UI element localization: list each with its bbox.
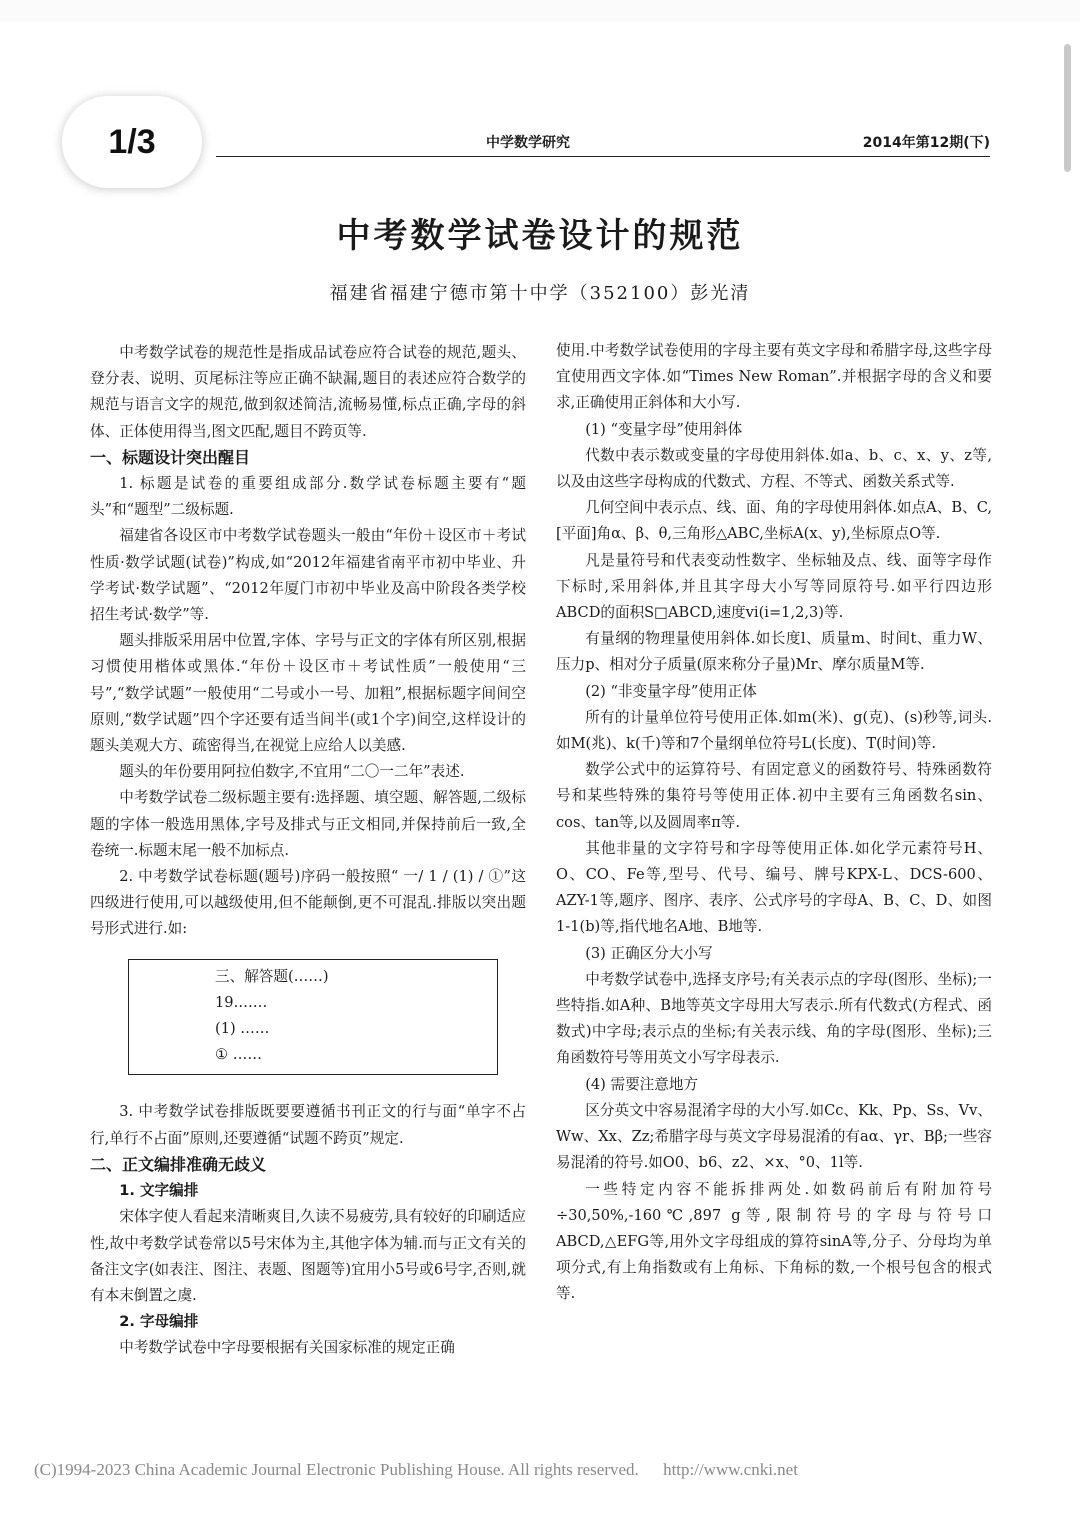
right-column [556, 338, 992, 1308]
paragraph: 中考数学试卷二级标题主要有:选择题、填空题、解答题,二级标题的字体一般选用黑体,字号及排式与正文相同,并保持前后一致,全卷统一.标题末尾一般不加标点. [90, 789, 526, 859]
example-line: 19.…… [215, 993, 268, 1011]
left-column [90, 340, 526, 1362]
copyright-text: (C)1994-2023 China Academic Journal Electronic Publishing House. All rights reserved. [34, 1460, 639, 1479]
paragraph: 3. 中考数学试卷排版既要要遵循书刊正文的行与面“单字不占行,单行不占面”原则,还要遵循“试题不跨页”规定. [90, 1103, 526, 1147]
issue-info: 2014年第12期(下) [862, 135, 990, 151]
author-line: 福建省福建宁德市第十中学（352100）彭光清 [329, 283, 751, 304]
paragraph: 使用.中考数学试卷使用的字母主要有英文字母和希腊字母,这些字母宜使用西文字体.如“Times New Roman”.并根据字母的含义和要求,正确使用正斜体和大小写. [556, 342, 992, 412]
paragraph: 区分英文中容易混淆字母的大小写.如Cc、Kk、Pp、Ss、Vv、Ww、Xx、Zz;希腊字母与英文字母易混淆的有aα、γr、Bβ;一些容易混淆的符号.如O0、b6、z2、×x、°0、1l等. [556, 1101, 992, 1172]
example-line: 三、解答题(……) [215, 967, 329, 985]
paragraph: 2. 中考数学试卷标题(题号)序码一般按照“ 一/ 1 / (1) / ①”这四级进行使用,可以越级使用,但不能颠倒,更不可混乱.排版以突出题号形式进行.如: [90, 868, 526, 938]
paragraph: 所有的计量单位符号使用正体.如m(米)、g(克)、(s)秒等,词头.如M(兆)、k(千)等和7个量纲单位符号L(长度)、T(时间)等. [556, 708, 992, 753]
paragraph: 题头排版采用居中位置,字体、字号与正文的字体有所区别,根据习惯使用楷体或黑体.“年份＋设区市＋考试性质”一般使用“三号”,“数学试题”一般使用“二号或小一号、加粗”,根据标题字间间空原则,“数学试题”四个字还要有适当间半(或1个字)间空,这样设计的题头美观大方、疏密得当,在视觉上应给人以美感. [90, 632, 526, 755]
example-line: ① …… [215, 1046, 262, 1064]
header-rule [216, 156, 990, 157]
paragraph: 中考数学试卷的规范性是指成品试卷应符合试卷的规范,题头、登分表、说明、页尾标注等应正确不缺漏,题目的表述应符合数学的规范与语言文字的规范,做到叙述简洁,流畅易懂,标点正确,字母的斜体、正体使用得当,图文匹配,题目不跨页等. [90, 344, 526, 440]
subsection-heading: 2. 字母编排 [119, 1313, 199, 1331]
copyright-footer [34, 1460, 798, 1480]
article-title: 中考数学试卷设计的规范 [336, 216, 744, 256]
paragraph: 宋体字使人看起来清晰爽目,久读不易疲劳,具有较好的印刷适应性,故中考数学试卷常以5号宋体为主,其他字体为辅.而与正文有关的备注文字(如表注、图注、表题、图题等)宜用小5号或6号字,否则,就有本末倒置之虞. [90, 1208, 526, 1304]
example-line: (1) …… [215, 1020, 270, 1038]
paragraph: 有量纲的物理量使用斜体.如长度l、质量m、时间t、重力W、压力p、相对分子质量(原来称分子量)Mr、摩尔质量M等. [556, 630, 992, 674]
scrollbar-thumb[interactable] [1064, 44, 1071, 172]
paragraph: 数学公式中的运算符号、有固定意义的函数符号、特殊函数符号和某些特殊的集符号等使用正体.初中主要有三角函数名sin、cos、tan等,以及圆周率π等. [556, 761, 992, 831]
section-heading: 二、正文编排准确无歧义 [90, 1154, 267, 1174]
subsection-heading: (2) “非变量字母”使用正体 [585, 682, 757, 700]
journal-name: 中学数学研究 [486, 135, 570, 151]
running-header [216, 130, 990, 158]
paragraph: 凡是量符号和代表变动性数字、坐标轴及点、线、面等字母作下标时,采用斜体,并且其字母大小写等同原符号.如平行四边形ABCD的面积S□ABCD,速度vi(i=1,2,3)等. [556, 551, 992, 622]
paragraph: 1. 标题是试卷的重要组成部分.数学试卷标题主要有“题头”和“题型”二级标题. [90, 475, 526, 519]
example-box [128, 959, 498, 1076]
subsection-heading: (1) “变量字母”使用斜体 [585, 420, 743, 438]
paragraph: 几何空间中表示点、线、面、角的字母使用斜体.如点A、B、C,[平面]角α、β、θ,三角形△ABC,坐标A(x、y),坐标原点O等. [556, 499, 992, 543]
paragraph: 一些特定内容不能拆排两处.如数码前后有附加符号÷30,50%,-160℃,897 g等,限制符号的字母与符号口ABCD,△EFG等,用外文字母组成的算符sinA等,分子、分母均为单项分式,有上角指数或有上角标、下角标的数,一个根号包含的根式等. [556, 1180, 992, 1303]
subsection-heading: (4) 需要注意地方 [585, 1075, 699, 1093]
paragraph: 福建省各设区市中考数学试卷题头一般由“年份＋设区市＋考试性质·数学试题(试卷)”构成,如“2012年福建省南平市初中毕业、升学考试·数学试题”、“2012年厦门市初中毕业及高中阶段各类学校招生考试·数学”等. [90, 527, 526, 624]
paragraph: 代数中表示数或变量的字母使用斜体.如a、b、c、x、y、z等,以及由这些字母构成的代数式、方程、不等式、函数关系式等. [556, 446, 992, 491]
footer-url[interactable]: http://www.cnki.net [663, 1460, 798, 1479]
section-heading: 一、标题设计突出醒目 [90, 447, 251, 467]
paragraph: 题头的年份要用阿拉伯数字,不宜用“二〇一二年”表述. [119, 763, 465, 781]
paragraph: 其他非量的文字符号和字母等使用正体.如化学元素符号H、O、CO、Fe等,型号、代号、编号、牌号KPX-L、DCS-600、AZY-1等,题序、图序、表序、公式序号的字母A、B、C、D、如图1-1(b)等,指代地名A地、B地等. [556, 839, 992, 936]
subsection-heading: 1. 文字编排 [119, 1182, 199, 1200]
viewer-top-strip [0, 0, 1080, 22]
page-indicator: 1/3 [62, 96, 202, 188]
subsection-heading: (3) 正确区分大小写 [585, 944, 713, 962]
paragraph: 中考数学试卷中字母要根据有关国家标准的规定正确 [119, 1339, 455, 1357]
paragraph: 中考数学试卷中,选择支序号;有关表示点的字母(图形、坐标);一些特指.如A种、B地等英文字母用大写表示.所有代数式(方程式、函数式)中字母;表示点的坐标;有关表示线、角的字母(图形、坐标);三角函数符号等用英文小写字母表示. [556, 970, 992, 1067]
